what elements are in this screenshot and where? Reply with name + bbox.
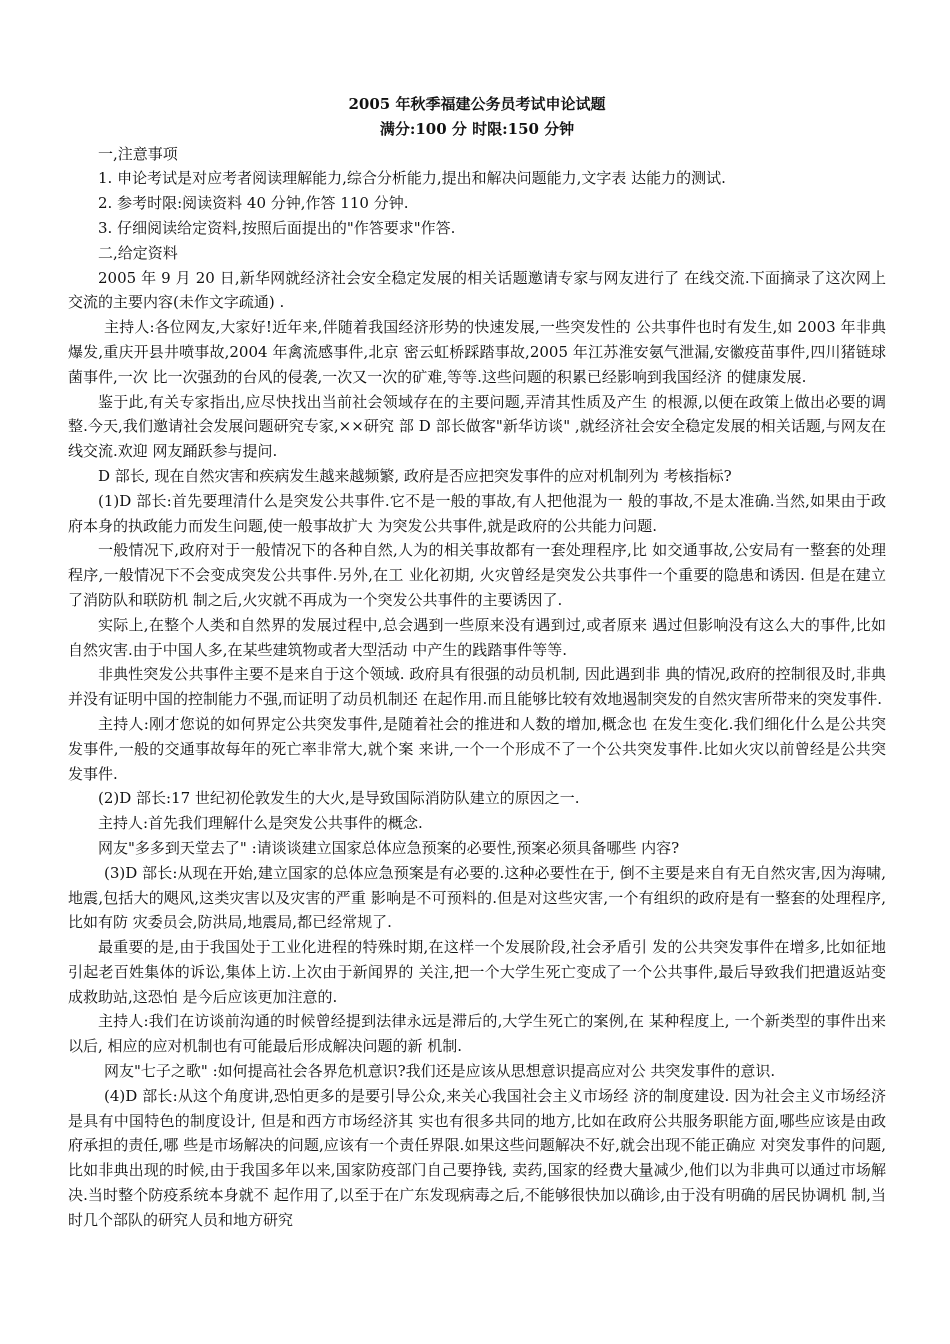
body-paragraph: D 部长, 现在自然灾害和疾病发生越来越频繁, 政府是否应把突发事件的应对机制列为 考核指标?: [98, 466, 732, 485]
body-paragraph: 2005 年 9 月 20 日,新华网就经济社会安全稳定发展的相关话题邀请专家与网友进行了 在线交流.下面摘录了这次网上交流的主要内容(未作文字疏通) .: [68, 268, 886, 312]
body-paragraph: 主持人:我们在访谈前沟通的时候曾经提到法律永远是滞后的,大学生死亡的案例,在 某种程度上, 一个新类型的事件出来以后, 相应的应对机制也有可能最后形成解决问题的新 机制.: [68, 1012, 886, 1056]
body-paragraph: 网友"七子之歌" :如何提高社会各界危机意识?我们还是应该从思想意识提高应对公 共突发事件的意识.: [104, 1062, 776, 1081]
body-paragraph: 一般情况下,政府对于一般情况下的各种自然,人为的相关事故都有一套处理程序,比 如交通事故,公安局有一整套的处理程序,一般情况下不会变成突发公共事件.另外,在工 业化初期, 火灾曾经是突发公共事件一个重要的隐患和诱因. 但是在建立了消防队和联防机 制之后,火灾就不再成为一个突发公共事件的主要诱因了.: [68, 541, 886, 609]
section-heading-notes: 一,注意事项: [98, 144, 178, 163]
document-subtitle: 满分:100 分 时限:150 分钟: [379, 119, 575, 138]
body-paragraph: 非典性突发公共事件主要不是来自于这个领域. 政府具有很强的动员机制, 因此遇到非 典的情况,政府的控制很及时,非典并没有证明中国的控制能力不强,而证明了动员机制还 在起作用.而且能够比较有效地遏制突发的自然灾害所带来的突发事件.: [68, 665, 886, 709]
body-paragraph: (3)D 部长:从现在开始,建立国家的总体应急预案是有必要的.这种必要性在于, 倒不主要是来自有无自然灾害,因为海啸,地震,包括大的飓风,这类灾害以及灾害的严重 影响是不可预料的.但是对这些灾害,一个有组织的政府是有一整套的处理程序,比如有防 灾委员会,防洪局,地震局,都已经常规了.: [68, 863, 886, 932]
section-heading-materials: 二,给定资料: [98, 243, 178, 262]
note-item-2: 2. 参考时限:阅读资料 40 分钟,作答 110 分钟.: [98, 194, 409, 213]
note-item-1: 1. 申论考试是对应考者阅读理解能力,综合分析能力,提出和解决问题能力,文字表 达能力的测试.: [98, 169, 726, 188]
body-paragraph: 最重要的是,由于我国处于工业化进程的特殊时期,在这样一个发展阶段,社会矛盾引 发的公共突发事件在增多,比如征地引起老百姓集体的诉讼,集体上访.上次由于新闻界的 关注,把一个大学生死亡变成了一个公共事件,最后导致我们把遣返站变成救助站,这恐怕 是今后应该更加注意的.: [68, 938, 886, 1006]
body-paragraph: 主持人:首先我们理解什么是突发公共事件的概念.: [98, 814, 423, 833]
body-paragraph: (2)D 部长:17 世纪初伦敦发生的大火,是导致国际消防队建立的原因之一.: [98, 789, 580, 808]
body-paragraph: (4)D 部长:从这个角度讲,恐怕更多的是要引导公众,来关心我国社会主义市场经 济的制度建设. 因为社会主义市场经济是具有中国特色的制度设计, 但是和西方市场经济其 实也有很多共同的地方,比如在政府公共服务职能方面,哪些应该是由政府承担的责任,哪 些是市场解决的问题,应该有一个责任界限.如果这些问题解决不好,就会出现不能正确应 对突发事件的问题,比如非典出现的时候,由于我国多年以来,国家防疫部门自己要挣钱, 卖药,国家的经费大量减少,他们以为非典可以通过市场解决.当时整个防疫系统本身就不 起作用了,以至于在广东发现病毒之后,不能够很快加以确诊,由于没有明确的居民协调机 制,当时几个部队的研究人员和地方研究: [68, 1086, 886, 1229]
body-paragraph: 主持人:刚才您说的如何界定公共突发事件,是随着社会的推进和人数的增加,概念也 在发生变化.我们细化什么是公共突发事件,一般的交通事故每年的死亡率非常大,就个案 来讲,一个一个形成不了一个公共突发事件.比如火灾以前曾经是公共突发事件.: [68, 714, 886, 783]
body-paragraph: (1)D 部长:首先要理清什么是突发公共事件.它不是一般的事故,有人把他混为一 般的事故,不是太准确.当然,如果由于政府本身的执政能力而发生问题,使一般事故扩大 为突发公共事件,就是政府的公共能力问题.: [68, 491, 886, 535]
body-paragraph: 实际上,在整个人类和自然界的发展过程中,总会遇到一些原来没有遇到过,或者原来 遇过但影响没有这么大的事件,比如自然灾害.由于中国人多,在某些建筑物或者大型活动 中产生的践踏事件等等.: [68, 615, 886, 659]
document-title: 2005 年秋季福建公务员考试申论试题: [348, 95, 606, 113]
body-paragraph: 网友"多多到天堂去了" :请谈谈建立国家总体应急预案的必要性,预案必须具备哪些 内容?: [98, 838, 680, 857]
body-paragraph: 鉴于此,有关专家指出,应尽快找出当前社会领域存在的主要问题,弄清其性质及产生 的根源,以便在政策上做出必要的调整.今天,我们邀请社会发展问题研究专家,××研究 部 D 部长做客"新华访谈" ,就经济社会安全稳定发展的相关话题,与网友在线交流.欢迎 网友踊跃参与提问.: [68, 392, 886, 461]
document-page: [68, 92, 886, 1233]
body-paragraph: 主持人:各位网友,大家好!近年来,伴随着我国经济形势的快速发展,一些突发性的 公共事件也时有发生,如 2003 年非典爆发,重庆开县井喷事故,2004 年禽流感事件,北京 密云虹桥踩踏事故,2005 年江苏淮安氨气泄漏,安徽疫苗事件,四川猪链球菌事件,一次 比一次强劲的台风的侵袭,一次又一次的矿难,等等.这些问题的积累已经影响到我国经济 的健康发展.: [68, 318, 886, 386]
note-item-3: 3. 仔细阅读给定资料,按照后面提出的"作答要求"作答.: [98, 218, 456, 237]
